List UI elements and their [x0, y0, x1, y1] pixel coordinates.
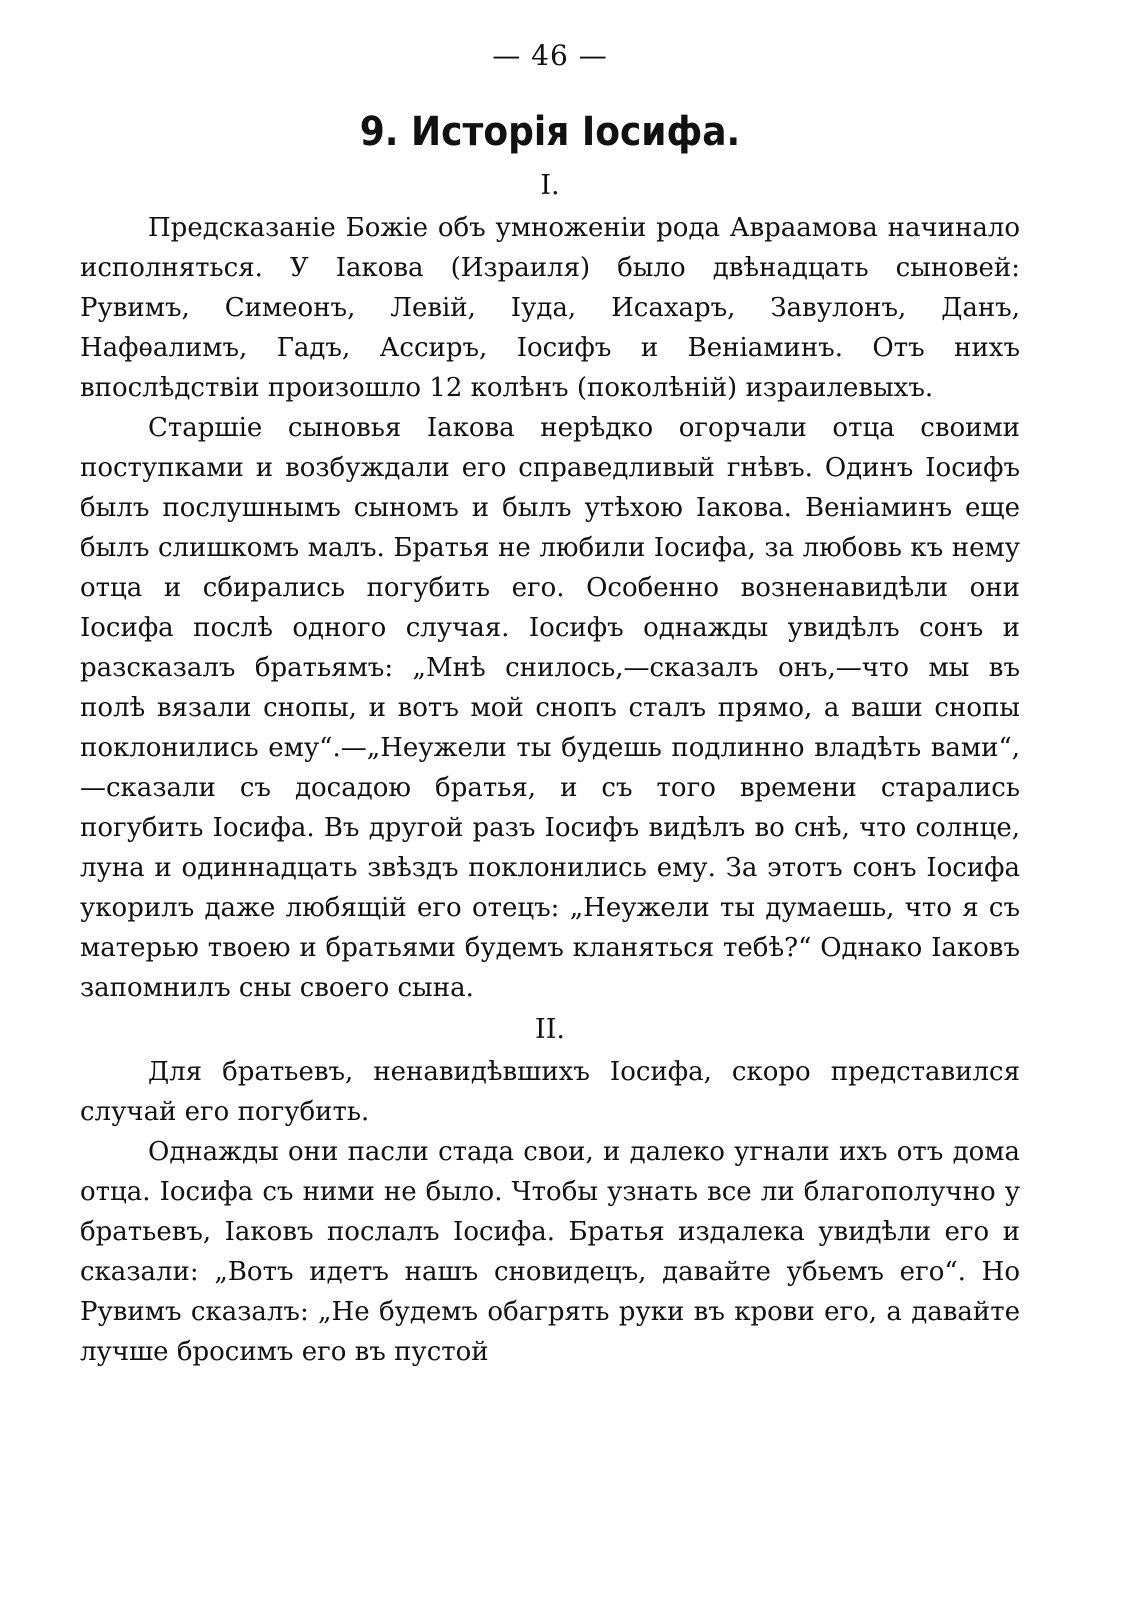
chapter-title: 9. Исторія Іосифа.: [359, 109, 741, 155]
book-page: [80, 36, 1020, 1372]
paragraph: Старшіе сыновья Іакова нерѣдко огорчали отца своими поступками и возбуждали его справедливый гнѣвъ. Одинъ Іосифъ былъ послушнымъ сыномъ и былъ утѣхою Іакова. Веніаминъ еще былъ слишкомъ малъ. Братья не любили Іосифа, за любовь къ нему отца и сбирались погубить его. Особенно возненавидѣли они Іосифа послѣ одного случая. Іосифъ однажды увидѣлъ сонъ и разсказалъ братьямъ: „Мнѣ снилось,—сказалъ онъ,—что мы въ полѣ вязали снопы, и вотъ мой снопъ сталъ прямо, а ваши снопы поклонились ему“.—„Неужели ты будешь подлинно владѣть вами“,—сказали съ досадою братья, и съ того времени старались погубить Іосифа. Въ другой разъ Іосифъ видѣлъ во снѣ, что солнце, луна и одиннадцать звѣздъ поклонились ему. За этотъ сонъ Іосифа укорилъ даже любящій его отецъ: „Неужели ты думаешь, что я съ матерью твоею и братьями будемъ кланяться тебѣ?“ Однако Іаковъ запомнилъ сны своего сына.: [80, 413, 1020, 1003]
paragraph: Однажды они пасли стада свои, и далеко угнали ихъ отъ дома отца. Іосифа съ ними не было. Чтобы узнать все ли благополучно у братьевъ, Іаковъ послалъ Іосифа. Братья издалека увидѣли его и сказали: „Вотъ идетъ нашъ сновидецъ, давайте убьемъ его“. Но Рувимъ сказалъ: „Не будемъ обагрять руки въ крови его, а давайте лучше бросимъ его въ пустой: [80, 1137, 1020, 1367]
section-number: I.: [540, 170, 560, 201]
paragraph: Предсказаніе Божіе объ умноженіи рода Авраамова начинало исполняться. У Іакова (Израиля) было двѣнадцать сыновей: Рувимъ, Симеонъ, Левій, Іуда, Исахаръ, Завулонъ, Данъ, Нафѳалимъ, Гадъ, Ассиръ, Іосифъ и Веніаминъ. Отъ нихъ впослѣдствіи произошло 12 колѣнъ (поколѣній) израилевыхъ.: [80, 213, 1020, 403]
section-number: II.: [535, 1014, 565, 1045]
page-number: — 46 —: [492, 39, 608, 72]
section-2: [80, 1008, 1020, 1372]
paragraph: Для братьевъ, ненавидѣвшихъ Іосифа, скоро представился случай его погубить.: [80, 1057, 1020, 1127]
section-1: [80, 164, 1020, 1008]
